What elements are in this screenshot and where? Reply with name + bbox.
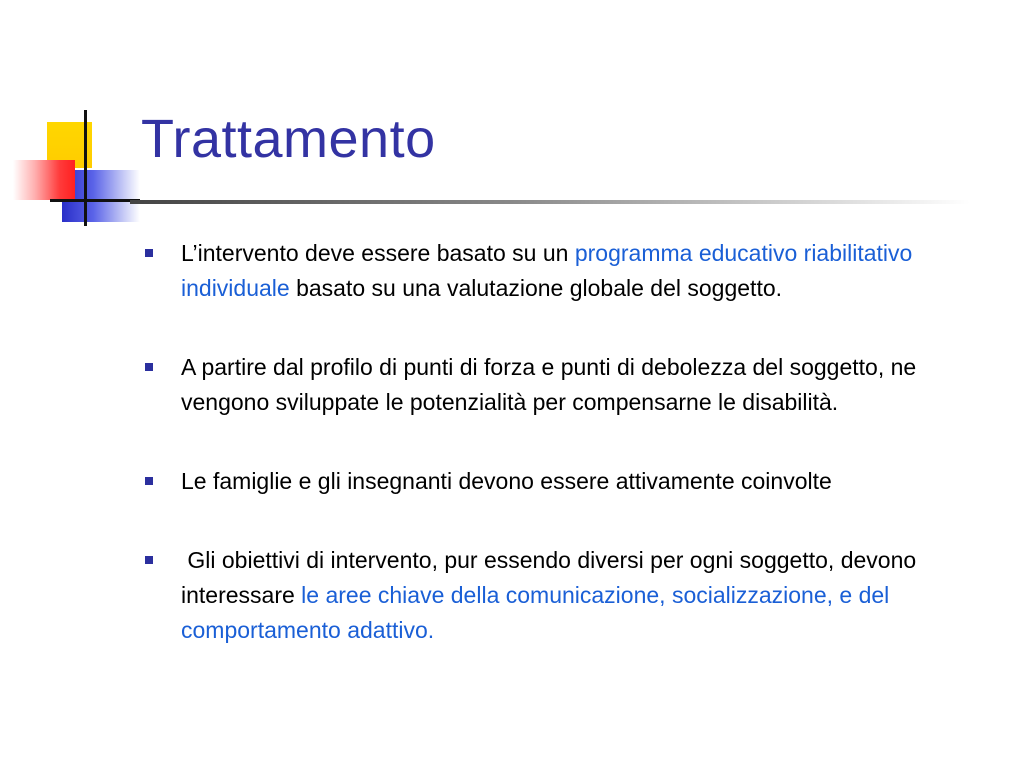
bullet-item (145, 464, 1005, 499)
bullet-item (145, 350, 1005, 420)
bullet-highlight-text: programma educativo riabilitativo individuale (181, 240, 913, 301)
bullet-text-part: basato su una valutazione globale del soggetto. (289, 275, 783, 301)
bullet-text-part: L’intervento deve essere basato su un (181, 240, 575, 266)
bullet-square-icon (145, 363, 153, 371)
title-underline (130, 200, 970, 204)
bullet-square-icon (145, 556, 153, 564)
logo-horizontal-line (50, 199, 140, 202)
bullet-text-part: Le famiglie e gli insegnanti devono essere attivamente coinvolte (181, 468, 832, 494)
bullet-item (145, 543, 1005, 648)
bullet-square-icon (145, 477, 153, 485)
bullet-item (145, 236, 1005, 306)
bullet-square-icon (145, 249, 153, 257)
bullet-text-part: Gli obiettivi di intervento, pur essendo diversi per ogni soggetto, devono interessare (181, 547, 923, 608)
bullet-list (145, 236, 1005, 692)
bullet-highlight-text: le aree chiave della comunicazione, socializzazione, e del comportamento adattivo. (181, 582, 890, 643)
logo-vertical-line (84, 110, 87, 226)
bullet-text-part: A partire dal profilo di punti di forza e punti di debolezza del soggetto, ne vengono sviluppate le potenzialità per compensarne le disabilità. (181, 354, 917, 415)
slide-title: Trattamento (141, 109, 436, 169)
logo-red-bar (13, 160, 75, 200)
